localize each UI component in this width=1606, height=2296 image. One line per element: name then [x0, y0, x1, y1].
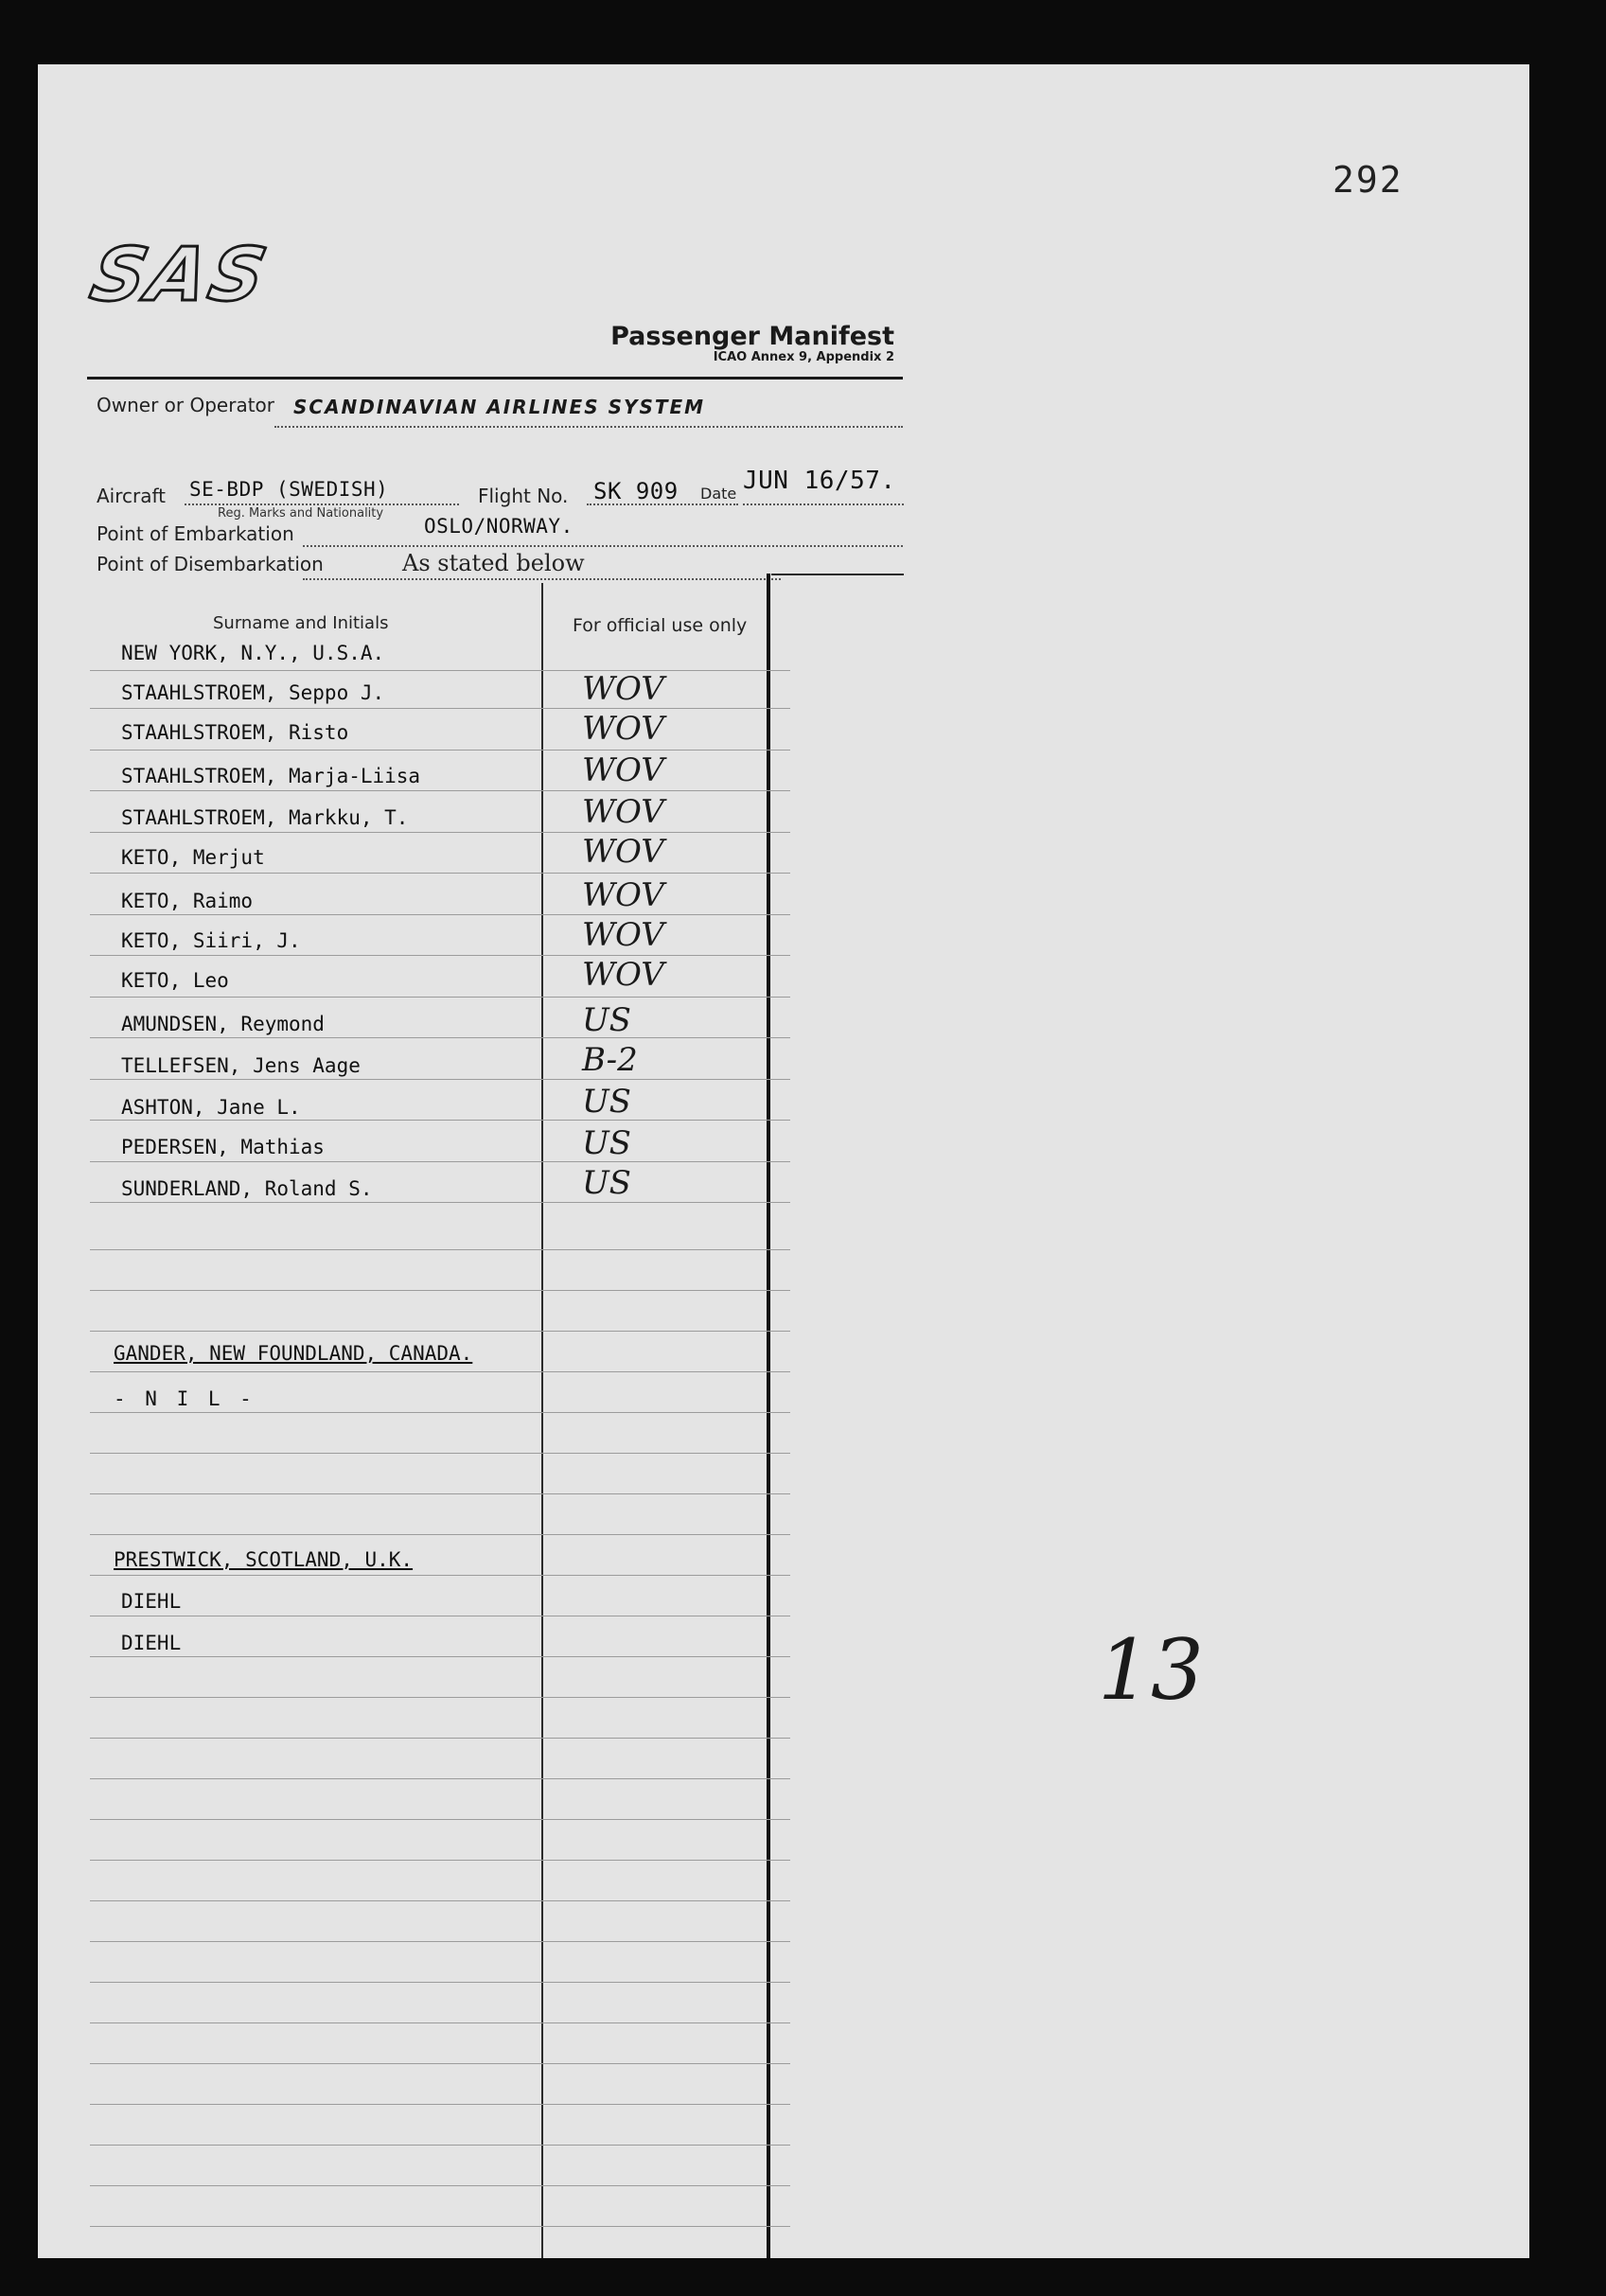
table-row: - N I L -: [114, 1387, 256, 1410]
ruled-line: [90, 2104, 790, 2105]
ruled-line: [90, 1534, 790, 1535]
column-header-official: For official use only: [573, 615, 748, 636]
column-divider: [541, 583, 543, 2258]
ruled-line: [90, 1819, 790, 1820]
ruled-line: [90, 914, 790, 915]
ruled-line: [90, 1656, 790, 1657]
section-destination-3: PRESTWICK, SCOTLAND, U.K.: [114, 1548, 414, 1571]
table-row: STAAHLSTROEM, Seppo J.: [121, 681, 385, 704]
official-mark: US: [582, 1001, 631, 1039]
table-row: ASHTON, Jane L.: [121, 1096, 301, 1119]
table-row: STAAHLSTROEM, Markku, T.: [121, 806, 409, 829]
flight-line: [587, 503, 738, 505]
page-number: 292: [1332, 159, 1403, 201]
official-mark: US: [582, 1083, 631, 1121]
table-row: STAAHLSTROEM, Marja-Liisa: [121, 765, 421, 787]
ruled-line: [90, 997, 790, 998]
manifest-page: [38, 64, 1529, 2258]
ruled-line: [90, 873, 790, 874]
ruled-line: [90, 2022, 790, 2023]
sas-logo-text: SAS: [83, 233, 277, 318]
aircraft-line: [185, 503, 459, 505]
owner-line: [274, 426, 903, 428]
table-row: STAAHLSTROEM, Risto: [121, 721, 349, 744]
official-mark: US: [582, 1164, 631, 1202]
ruled-line: [90, 2145, 790, 2146]
form-title: Passenger Manifest: [610, 322, 894, 351]
owner-value: SCANDINAVIAN AIRLINES SYSTEM: [293, 396, 706, 418]
ruled-line: [90, 1941, 790, 1942]
ruled-line: [90, 1037, 790, 1038]
official-mark: US: [582, 1124, 631, 1162]
ruled-line: [90, 1493, 790, 1494]
date-label: Date: [700, 485, 737, 503]
section-destination-2: GANDER, NEW FOUNDLAND, CANADA.: [114, 1342, 473, 1365]
table-row: KETO, Leo: [121, 969, 229, 992]
table-right-border: [767, 574, 770, 2258]
flight-value: SK 909: [593, 478, 679, 504]
handwritten-count: 13: [1098, 1621, 1204, 1719]
flight-label: Flight No.: [478, 485, 569, 507]
ruled-line: [90, 1982, 790, 1983]
table-top-right-rule: [771, 574, 904, 575]
form-subtitle: ICAO Annex 9, Appendix 2: [713, 350, 894, 364]
table-row: KETO, Merjut: [121, 846, 265, 869]
official-mark: B-2: [582, 1041, 638, 1079]
ruled-line: [90, 2185, 790, 2186]
ruled-line: [90, 708, 790, 709]
official-mark: WOV: [582, 793, 664, 831]
disembarkation-line: [303, 578, 781, 580]
ruled-line: [90, 790, 790, 791]
official-mark: WOV: [582, 956, 664, 994]
date-line: [743, 503, 904, 505]
embarkation-value: OSLO/NORWAY.: [424, 515, 574, 538]
table-row: KETO, Raimo: [121, 890, 254, 912]
aircraft-label: Aircraft: [97, 485, 167, 507]
ruled-line: [90, 832, 790, 833]
disembarkation-label: Point of Disembarkation: [97, 553, 324, 575]
table-row: AMUNDSEN, Reymond: [121, 1013, 325, 1035]
table-row: PEDERSEN, Mathias: [121, 1136, 325, 1158]
ruled-line: [90, 670, 790, 671]
ruled-line: [90, 1900, 790, 1901]
ruled-line: [90, 1412, 790, 1413]
table-row: DIEHL: [121, 1632, 182, 1654]
official-mark: WOV: [582, 916, 664, 954]
ruled-line: [90, 750, 790, 751]
ruled-line: [90, 2226, 790, 2227]
ruled-line: [90, 955, 790, 956]
official-mark: WOV: [582, 751, 664, 789]
ruled-line: [90, 1697, 790, 1698]
ruled-line: [90, 1738, 790, 1739]
sas-logo: [83, 233, 320, 318]
table-row: KETO, Siiri, J.: [121, 929, 301, 952]
official-mark: WOV: [582, 833, 664, 871]
ruled-line: [90, 1778, 790, 1779]
aircraft-value: SE-BDP (SWEDISH): [189, 478, 389, 501]
ruled-line: [90, 1575, 790, 1576]
ruled-line: [90, 1249, 790, 1250]
aircraft-sublabel: Reg. Marks and Nationality: [218, 506, 384, 521]
embarkation-line: [303, 545, 903, 547]
disembarkation-value: As stated below: [402, 550, 585, 576]
ruled-line: [90, 1860, 790, 1861]
ruled-line: [90, 1161, 790, 1162]
ruled-line: [90, 1453, 790, 1454]
ruled-line: [90, 1202, 790, 1203]
column-header-name: Surname and Initials: [213, 613, 389, 633]
ruled-line: [90, 1371, 790, 1372]
section-destination-1: NEW YORK, N.Y., U.S.A.: [121, 642, 385, 664]
ruled-line: [90, 1331, 790, 1332]
official-mark: WOV: [582, 670, 664, 708]
table-row: TELLEFSEN, Jens Aage: [121, 1054, 361, 1077]
official-mark: WOV: [582, 876, 664, 914]
date-value: JUN 16/57.: [743, 467, 896, 495]
ruled-line: [90, 1079, 790, 1080]
embarkation-label: Point of Embarkation: [97, 522, 294, 545]
table-row: DIEHL: [121, 1590, 182, 1613]
ruled-line: [90, 2063, 790, 2064]
ruled-line: [90, 1290, 790, 1291]
official-mark: WOV: [582, 710, 664, 748]
owner-label: Owner or Operator: [97, 394, 274, 416]
ruled-line: [90, 1120, 790, 1121]
table-row: SUNDERLAND, Roland S.: [121, 1177, 373, 1200]
header-rule: [87, 377, 903, 380]
